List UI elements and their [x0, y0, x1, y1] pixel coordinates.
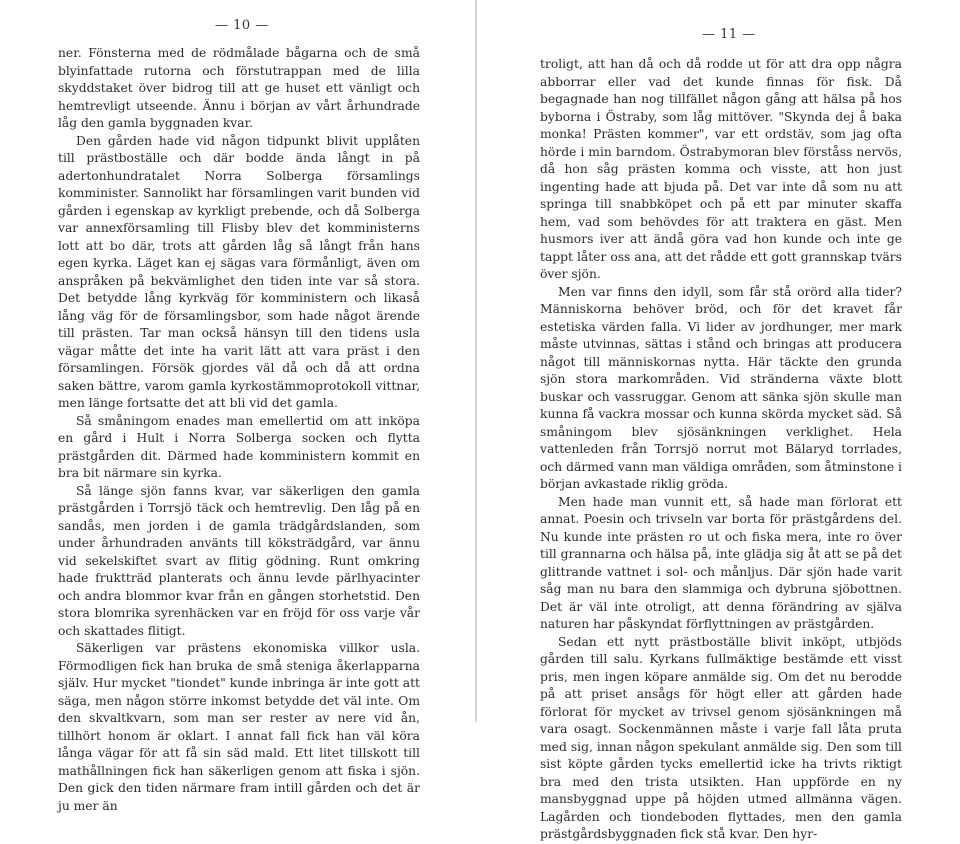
paragraph: Men var finns den idyll, som får stå orörd alla tider? Människorna behöver bröd, och för det kravet får estetiska värden falla. Vi lider av jordhunger, mer mark måste utvinnas, sättas i stånd och bringas att producera något till människornas nytta. Här täckte den grunda sjön stora markområden. Vid stränderna växte blott buskar och vassruggar. Genom att sänka sjön skulle man kunna få vackra mossar och kunna skörda mycket säd. Så småningom blev sjösänkningen verklighet. Hela vattenleden från Torrsjö norrut mot Bälaryd torrlades, och därmed vann man väldiga områden, som åtminstone i början avkastade riklig gröda. — [540, 284, 902, 491]
paragraph: Sedan ett nytt prästboställe blivit inköpt, utbjöds gården till salu. Kyrkans fullmäktige bestämde ett visst pris, men ingen köpare anmälde sig. Om det nu berodde på att priset ansågs för högt eller att gården hade förlorat för mycket av trivsel genom sjösänkningen må vara osagt. Sockenmännen måste i varje fall låta pruta med sig, innan någon spekulant anmälde sig. Den som till sist köpte gården tycks emellertid icke ha trivts riktigt bra med den trista utsikten. Han uppförde en ny mansbyggnad uppe på höjden utmed allmänna vägen. Lagården och tiondeboden flyttades, men den gamla prästgårdsbyggnaden fick stå kvar. Den hyr- — [540, 634, 902, 841]
right-page-text — [540, 56, 902, 844]
page-number-right: — 11 — — [702, 27, 756, 42]
paragraph: troligt, att han då och då rodde ut för att dra opp några abborrar eller vad det kunde finnas för fisk. Då begagnade han nog tillfället någon gång att hälsa på hos byborna i Östraby, som låg mittöver. "Skynda dej å baka monka! Prästen kommer", var ett ordstäv, som jag ofta hörde i min barndom. Östrabymoran blev förståss nervös, då hon såg prästen komma och visste, att hon just ingenting hade att bjuda på. Det var inte då som nu att springa till snabbköpet och på ett par minuter skaffa hem, vad som behövdes för att traktera en gäst. Men husmors iver att ändå göra vad hon kunde och inte ge tappt låter oss ana, att det rådde ett gott grannskap tvärs över sjön. — [540, 57, 902, 281]
left-page-text — [58, 45, 420, 815]
page-number-left: — 10 — — [215, 18, 269, 33]
paragraph: Så småningom enades man emellertid om att inköpa en gård i Hult i Norra Solberga socken och flytta prästgården dit. Därmed hade komministern kommit en bra bit närmare sin kyrka. — [58, 413, 420, 480]
paragraph: Den gården hade vid någon tidpunkt blivit upplåten till prästboställe och där bodde ända långt in på adertonhundratalet Norra Solberga församlings komminister. Sannolikt har församlingen varit bunden vid gården i egenskap av kyrkligt prebende, och då Solberga var annexförsamling till Flisby blev det komministerns lott att bo där, trots att gården låg så långt från hans egen kyrka. Läget kan ej sägas vara förmånligt, även om anspråken på bekvämlighet den tiden inte var så stora. Det betydde lång kyrkväg för komministern och likaså lång väg för de församlingsbor, som hade något ärende till prästen. Tar man också hänsyn till den tidens usla vägar måtte det inte ha varit lätt att vara präst i den församlingen. Försök gjordes väl då och då att ordna saken bättre, varom gamla kyrkostämmoprotokoll vittnar, men länge fortsatte det att bli vid det gamla. — [58, 133, 420, 410]
paragraph: Så länge sjön fanns kvar, var säkerligen den gamla prästgården i Torrsjö täck och hemtrevlig. Den låg på en sandås, men jorden i de gamla trädgårdslanden, som under århundraden använts till köksträdgård, var ännu vid sekelskiftet svart av flitig gödning. Runt omkring hade fruktträd planterats och ännu levde pärlhyacinter och andra blommor kvar från en gången storhetstid. Den stora blomrika syrenhäcken var en fröjd för oss varje vår och skattades flitigt. — [58, 483, 420, 638]
paragraph: ner. Fönsterna med de rödmålade bågarna och de små blyinfattade rutorna och förstutrappan med de lilla skyddstaket över bidrog till att ge huset ett vänligt och hemtrevligt utseende. Ännu i början av vårt århundrade låg den gamla byggnaden kvar. — [58, 46, 420, 130]
paragraph: Men hade man vunnit ett, så hade man förlorat ett annat. Poesin och trivseln var borta för prästgårdens del. Nu kunde inte prästen ro ut och fiska mera, inte ro över till grannarna och hälsa på, inte glädja sig åt att se på det glittrande vattnet i sol- och månljus. Där sjön hade varit såg man nu bara den slammiga och dybruna sjöbottnen. Det är väl inte otroligt, att denna förändring av själva naturen har påskyndat förflyttningen av prästgården. — [540, 494, 902, 631]
left-page — [0, 0, 480, 813]
paragraph: Säkerligen var prästens ekonomiska villkor usla. Förmodligen fick han bruka de små steniga åkerlapparna själv. Hur mycket "tiondet" kunde inbringa är inte gott att säga, men någon större inkomst betydde det väl inte. Om den skvaltkvarn, som man ser rester av nere vid ån, tillhört honom är oklart. I annat fall fick han väl köra långa vägar för att få sin säd mald. Ett litet tillskott till mathållningen fick han säkerligen genom att fiska i sjön. Den gick den tiden närmare fram intill gården och det är ju mer än — [58, 641, 421, 813]
